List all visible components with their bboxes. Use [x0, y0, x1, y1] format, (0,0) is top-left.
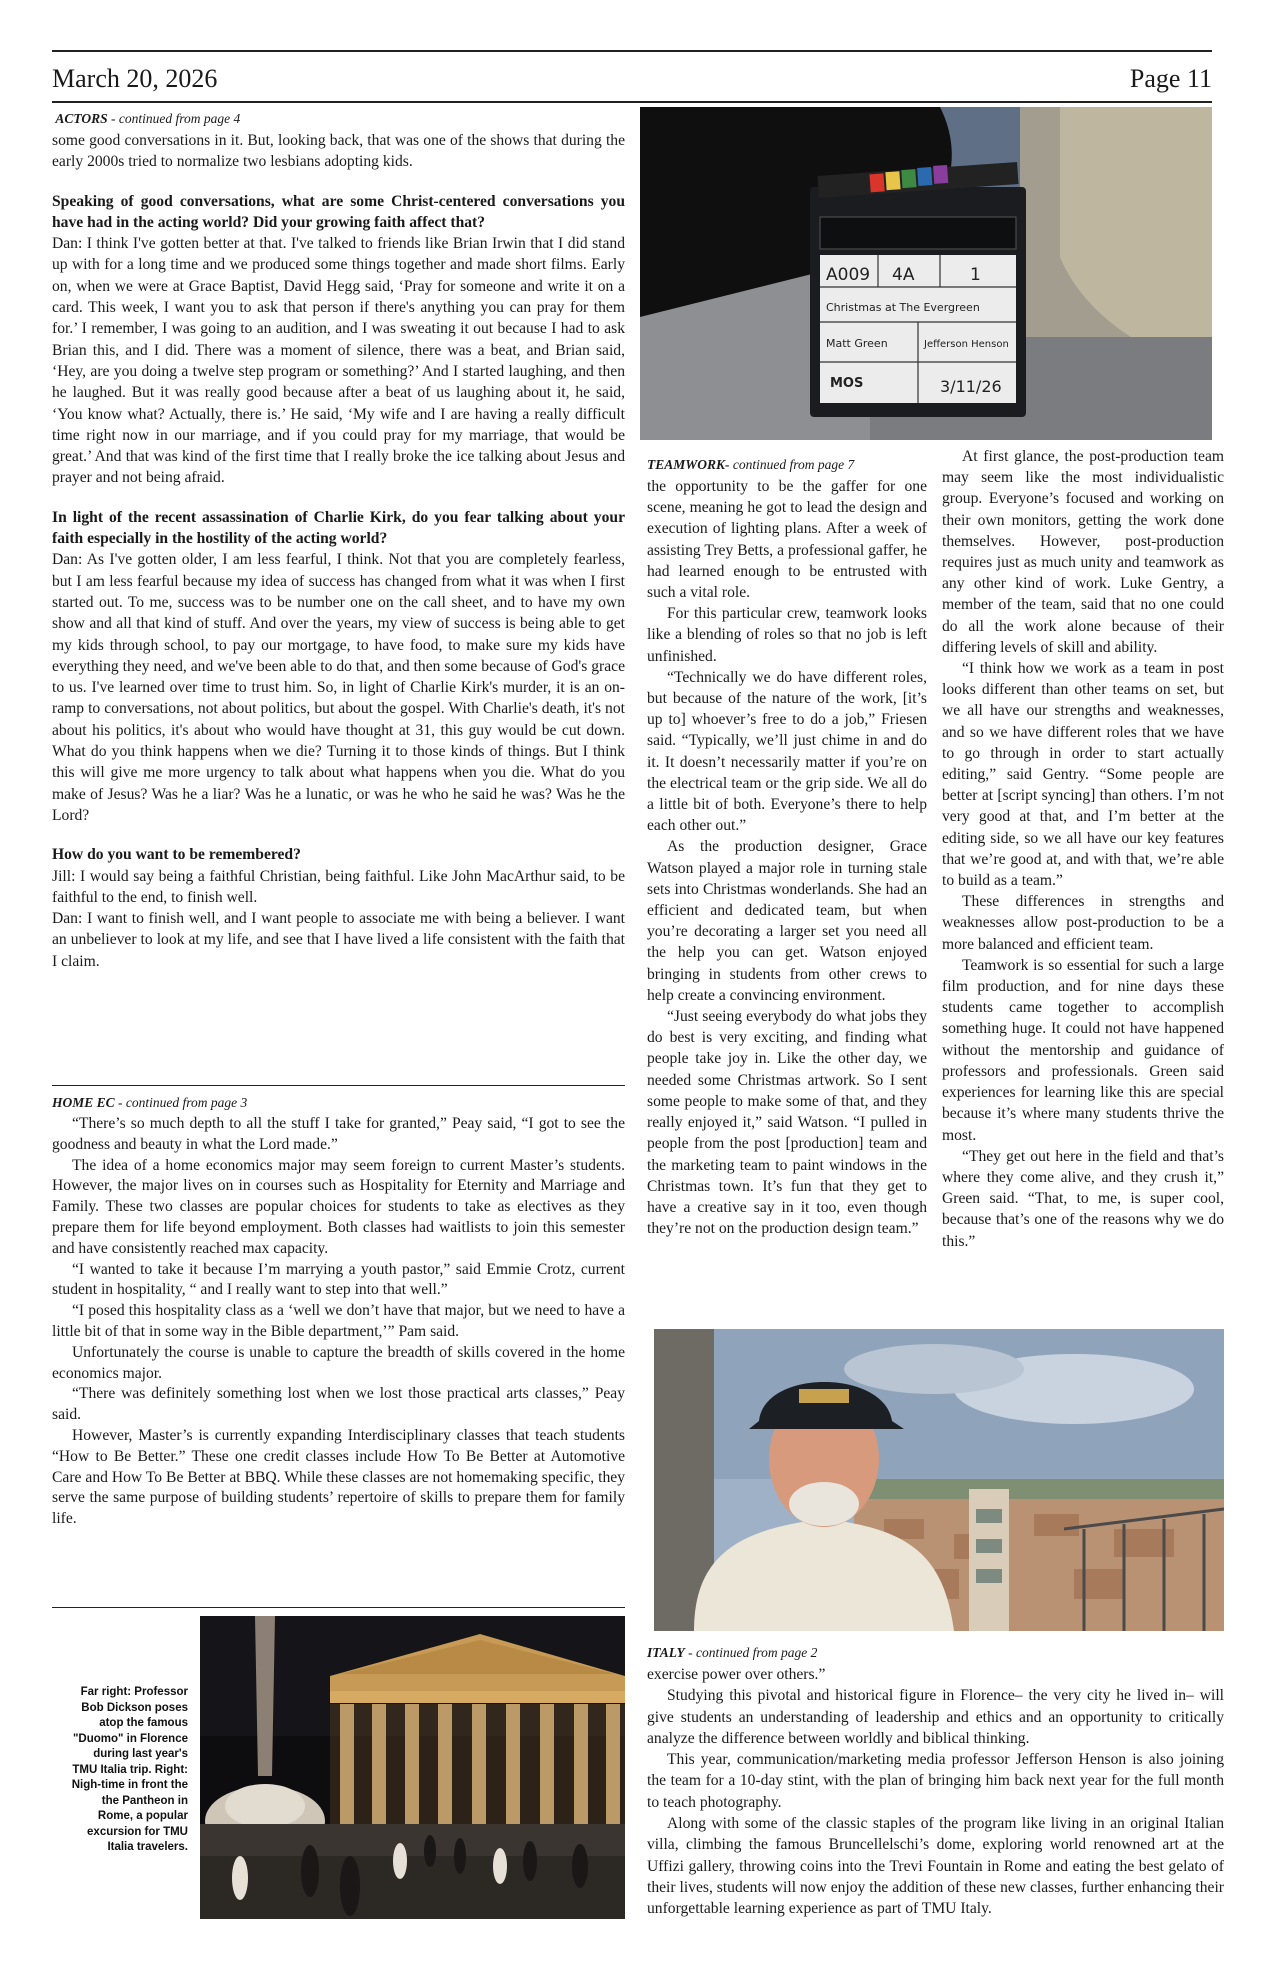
paragraph: Unfortunately the course is unable to capture the breadth of skills covered in the home economics major.: [52, 1343, 625, 1382]
paragraph: Teamwork is so essential for such a large film production, and for nine days these students came together to accomplish something huge. It could not have happened without the mentorship and guidance of professors and professionals. Green said experiences for learning like this are special because it’s where many students thrive the most.: [942, 956, 1224, 1144]
slate-date: 3/11/26: [940, 377, 1002, 396]
italy-label: ITALY: [647, 1645, 685, 1660]
paragraph: “I wanted to take it because I’m marrying a youth pastor,” said Emmie Crotz, current student in hospitality, “ and I really want to step into that well.”: [52, 1260, 625, 1299]
paragraph: “Technically we do have different roles, but because of the nature of the work, [it’s up to] whoever’s free to do a job,” Friesen said. “Typically, we’ll just chime in and do it. It doesn’t necessarily matter if you’re on the electrical team or the grip side. We all do a little bit of both. Everyone’s there to help each other out.”: [647, 668, 927, 835]
homeec-divider: [52, 1085, 625, 1086]
homeec-label: HOME EC: [52, 1095, 115, 1110]
actors-continued: - continued from page 4: [107, 111, 241, 126]
paragraph-gap: [52, 826, 625, 844]
paragraph: At first glance, the post-production team may seem like the most individualistic group. Everyone’s focused and working on their own monitors, getting the work done themselves. However, post-production requires just as much unity and teamwork as any other kind of work. Luke Gentry, a member of the team, said that no one could do all the work alone because of their differing levels of skill and ability.: [942, 448, 1224, 656]
paragraph: “They get out here in the field and that’s where they come alive, and they crush it,” Green said. “That, to me, is super cool, because that’s one of the reasons why we do this.”: [942, 1147, 1224, 1250]
header-bottom-rule: [52, 101, 1212, 103]
paragraph: Studying this pivotal and historical figure in Florence– the very city he lived in– will give students an understanding of leadership and ethics and an opportunity to critically analyze the difference between worldly and biblical thinking.: [647, 1687, 1224, 1747]
paragraph: “Just seeing everybody do what jobs they do best is very exciting, and finding what people take joy in. Like the other day, we needed some Christmas artwork. So I sent some people to make some of that, and they really enjoyed it,” said Watson. “I pulled in people from the post [production] team and the marketing team to paint windows in the Christmas town. It’s fun that they get to have a creative say in it too, even though they’re not on the production design team.”: [647, 1008, 927, 1238]
slate-roll: A009: [826, 265, 871, 285]
italy-article: [647, 1644, 1224, 1920]
slate-mos: MOS: [830, 376, 864, 391]
homeec-continued: - continued from page 3: [114, 1095, 248, 1110]
paragraph: These differences in strengths and weaknesses allow post-production to be a more balanced and efficient team.: [942, 893, 1224, 953]
teamwork-article-col2: [942, 446, 1224, 1252]
paragraph: Dan: I think I've gotten better at that. I've talked to friends like Brian Irwin that I did stand up with for a long time and we produced some things together and made short films. Early on, when we were at Grace Baptist, David Hegg said, ‘Pray for someone and write it on a card. This week, I want you to ask that person if there's anything you can pray for them for.’ I remember, I was going to an audition, and I was sweating it out because I had to ask Brian this, and I did. There was a moment of silence, there was a beat, and Brian said, ‘Hey, are you doing a twelve step program or something?’ And I started laughing, and then he laughed. But it was really good because after a beat of us laughing about it, he said, ‘You know what? Actually, there is.’ He said, ‘My wife and I are having a really difficult time right now in our marriage, and if you could pray for my marriage, that would be great.’ And that was kind of the first time that I really broke the ice talking about Jesus and prayer and not being afraid.: [52, 235, 625, 487]
page-number: Page 11: [1129, 64, 1212, 93]
slate-dop: Jefferson Henson: [924, 339, 1009, 350]
photo-caption: Far right: Professor Bob Dickson poses atop the famous "Duomo" in Florence during last year's TMU Italia trip. Right: Nigh-time in front the the Pantheon in Rome, a popular excursion for TMU Italia travelers.: [71, 1686, 188, 1853]
paragraph: “I posed this hospitality class as a ‘well we don’t have that major, but we need to have a little bit of that in some way in the Bible department,’” Pam said.: [52, 1302, 625, 1340]
homeec-continued-line: [52, 1094, 625, 1112]
pantheon-photo: [200, 1616, 625, 1919]
teamwork-label: TEAMWORK-: [647, 457, 730, 472]
duomo-portrait-photo: [654, 1329, 1224, 1631]
clapperboard-photo: [640, 107, 1212, 440]
italy-body: [647, 1664, 1224, 1920]
actors-label: ACTORS: [55, 111, 108, 126]
paragraph: some good conversations in it. But, looking back, that was one of the shows that during the early 2000s tried to normalize two lesbians adopting kids.: [52, 132, 625, 171]
actors-body: [52, 130, 625, 972]
paragraph: For this particular crew, teamwork looks like a blending of roles so that no job is left unfinished.: [647, 605, 927, 665]
interview-question: In light of the recent assassination of Charlie Kirk, do you fear talking about your faith especially in the hostility of the acting world?: [52, 508, 625, 548]
header-top-rule: [52, 50, 1212, 52]
teamwork-article-col1: [647, 456, 927, 1239]
slate-director: Matt Green: [826, 337, 888, 350]
interview-question: Speaking of good conversations, what are some Christ-centered conversations you have had in the acting world? Did your growing faith affect that?: [52, 192, 625, 231]
italy-continued: - continued from page 2: [684, 1645, 818, 1660]
paragraph: exercise power over others.”: [647, 1666, 826, 1683]
paragraph: The idea of a home economics major may seem foreign to current Master’s students. However, the major lives on in courses such as Hospitality for Eternity and Marriage and Family. These two classes are popular choices for students to take as electives as they prepare them for life beyond employment. Both classes had waitlists to join this semester and have consistently reached max capacity.: [52, 1156, 625, 1257]
slate-scene: 4A: [892, 265, 915, 285]
actors-article: [52, 110, 625, 972]
photo-divider: [52, 1607, 625, 1608]
homeec-article: [52, 1094, 625, 1530]
paragraph: Dan: I want to finish well, and I want people to associate me with being a believer. I want an unbeliever to look at my life, and see that I have lived a life consistent with the faith that I claim.: [52, 910, 625, 970]
interview-question: How do you want to be remembered?: [52, 846, 301, 864]
paragraph: “There’s so much depth to all the stuff I take for granted,” Peay said, “I got to see the goodness and beauty in what the Lord made.”: [52, 1115, 625, 1153]
italy-continued-line: [647, 1644, 1224, 1662]
teamwork-continued-line: [647, 456, 927, 474]
paragraph: Jill: I would say being a faithful Christian, being faithful. Like John MacArthur said, to be faithful to the end, to finish well.: [52, 867, 625, 906]
paragraph: However, Master’s is currently expanding Interdisciplinary classes that teach students “How to Be Better.” These one credit classes include How To Be Better at Automotive Care and How To Be Better at BBQ. While these classes are not homemaking specific, they serve the same purpose of building students’ repertoire of skills to prepare them for family life.: [52, 1426, 625, 1528]
paragraph: Along with some of the classic staples of the program like living in an original Italian villa, climbing the famous Bruncellelschi’s dome, exploring world renowned art at the Uffizi gallery, throwing coins into the Trevi Fountain in Rome and eating the best gelato of their lives, students will now enjoy the addition of these new classes, further enhancing their unforgettable learning experience as part of TMU Italy.: [647, 1815, 1224, 1918]
teamwork-col2-body: [942, 446, 1224, 1252]
paragraph: Dan: As I've gotten older, I am less fearful, I think. Not that you are completely fearless, but I am less fearful because my idea of success has changed from what it was when I first started out. To me, success was to be number one on the call sheet, and to have my own show and all that kind of stuff. And over the years, my view of success is being able to get my kids through school, to pay our mortgage, to have food, to make sure my kids have everything they need, and we've been able to do that, and then some because of God's grace to us. I've learned over time to trust him. So, in light of Charlie Kirk's murder, it is an on-ramp to conversations, not about politics, but about the gospel. With Charlie's death, it's not about his politics, it's about who would have thought at 31, this guy would be cut down. What do you think happens when we die? Turning it to those kinds of things. But I think this will give me more urgency to talk about what happens when you die. What do you make of Jesus? Was he a liar? Was he a lunatic, or was he who he said he was? Was he the Lord?: [52, 551, 625, 824]
paragraph: As the production designer, Grace Watson played a major role in turning stale sets into Christmas wonderlands. She had an efficient and dedicated team, but when you’re decorating a larger set you need all the help you can get. Watson enjoyed bringing in students from other crews to help create a convincing environment.: [647, 838, 927, 1004]
homeec-body: [52, 1114, 625, 1530]
issue-date: March 20, 2026: [52, 64, 218, 93]
paragraph: “I think how we work as a team in post looks different than other teams on set, but we all have our strengths and weaknesses, and so we have different roles that we have to go through in order to start actually editing,” said Gentry. “Some people are better at [script syncing] than others. I’m not very good at that, and I’m better at the editing side, so we all have our key features that we’re good at, and with that, we’re able to build as a team.”: [942, 660, 1224, 890]
teamwork-continued: continued from page 7: [729, 457, 855, 472]
paragraph: the opportunity to be the gaffer for one scene, meaning he got to lead the design and execution of lighting plans. After a week of assisting Trey Betts, a professional gaffer, he had learned enough to be entrusted with such a vital role.: [647, 478, 927, 602]
paragraph: “There was definitely something lost when we lost those practical arts classes,” Peay said.: [52, 1385, 625, 1424]
paragraph-gap: [52, 489, 625, 507]
paragraph-gap: [52, 173, 625, 191]
slate-take: 1: [970, 265, 981, 285]
teamwork-col1-body: [647, 476, 927, 1239]
actors-continued-line: [52, 110, 625, 128]
paragraph: This year, communication/marketing media professor Jefferson Henson is also joining the team for a 10-day stint, with the plan of bringing him back next year for the full month to teach photography.: [647, 1751, 1224, 1811]
slate-production: Christmas at The Evergreen: [826, 301, 980, 314]
